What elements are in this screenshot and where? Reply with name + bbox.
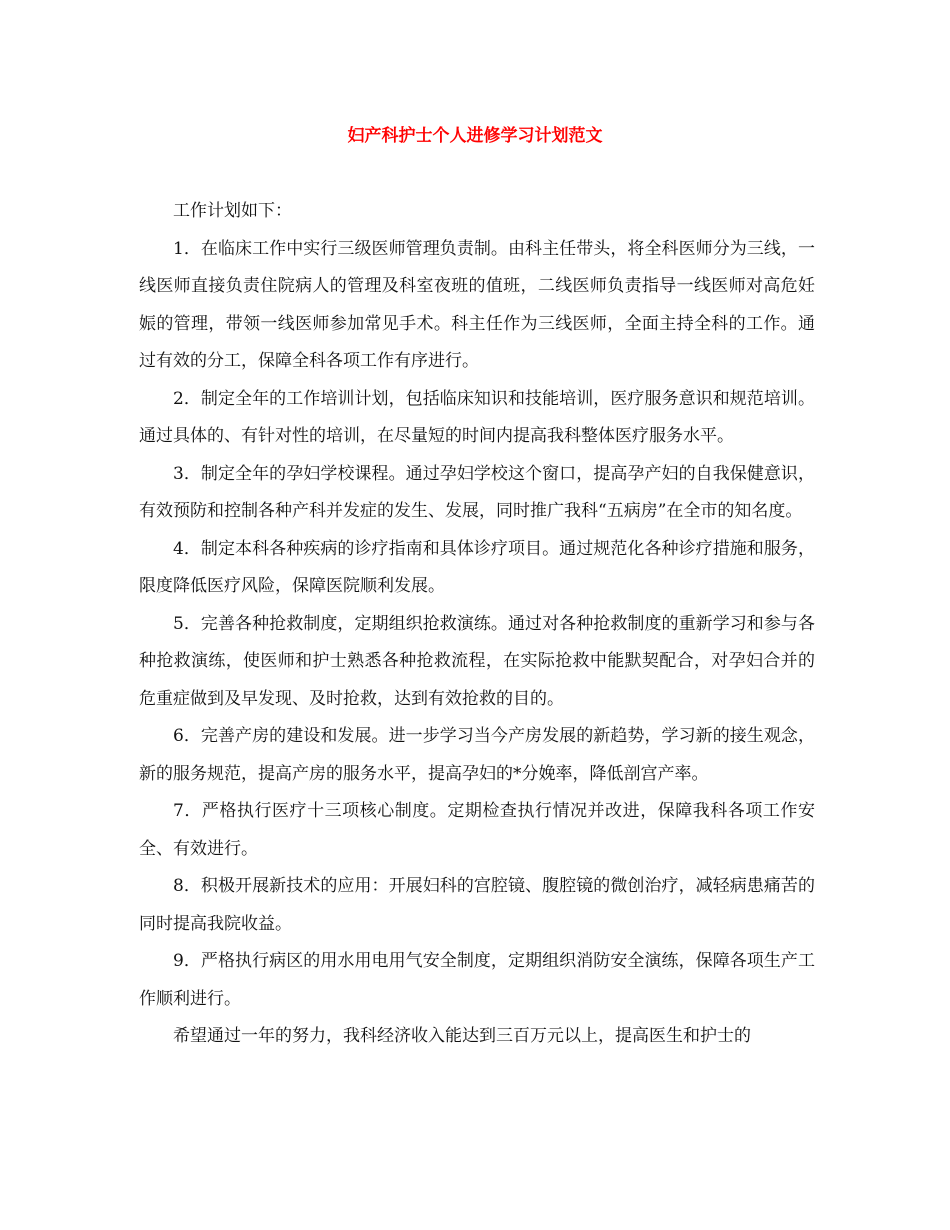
document-title: 妇产科护士个人进修学习计划范文 (347, 126, 603, 146)
document-body (139, 193, 815, 1056)
paragraph-item-1: 1．在临床工作中实行三级医师管理负责制。由科主任带头，将全科医师分为三线，一线医师直接负责住院病人的管理及科室夜班的值班，二线医师负责指导一线医师对高危妊娠的管理，带领一线医师参加常见手术。科主任作为三线医师，全面主持全科的工作。通过有效的分工，保障全科各项工作有序进行。 (139, 238, 815, 371)
paragraph-item-6: 6．完善产房的建设和发展。进一步学习当今产房发展的新趋势，学习新的接生观念，新的服务规范，提高产房的服务水平，提高孕妇的*分娩率，降低剖宫产率。 (139, 726, 815, 784)
paragraph-item-7: 7．严格执行医疗十三项核心制度。定期检查执行情况并改进，保障我科各项工作安全、有效进行。 (139, 801, 815, 859)
paragraph-item-2: 2．制定全年的工作培训计划，包括临床知识和技能培训，医疗服务意识和规范培训。通过具体的、有针对性的培训，在尽量短的时间内提高我科整体医疗服务水平。 (139, 388, 815, 446)
paragraph-item-8: 8．积极开展新技术的应用：开展妇科的宫腔镜、腹腔镜的微创治疗，减轻病患痛苦的同时提高我院收益。 (139, 876, 815, 934)
paragraph-item-3: 3．制定全年的孕妇学校课程。通过孕妇学校这个窗口，提高孕产妇的自我保健意识，有效预防和控制各种产科并发症的发生、发展，同时推广我科“五病房”在全市的知名度。 (139, 463, 815, 521)
paragraph-intro: 工作计划如下： (173, 201, 292, 221)
paragraph-item-4: 4．制定本科各种疾病的诊疗指南和具体诊疗项目。通过规范化各种诊疗措施和服务，限度降低医疗风险，保障医院顺利发展。 (139, 538, 815, 596)
paragraph-closing: 希望通过一年的努力，我科经济收入能达到三百万元以上，提高医生和护士的 (173, 1026, 751, 1046)
paragraph-item-9: 9．严格执行病区的用水用电用气安全制度，定期组织消防安全演练，保障各项生产工作顺利进行。 (139, 951, 815, 1009)
paragraph-item-5: 5．完善各种抢救制度，定期组织抢救演练。通过对各种抢救制度的重新学习和参与各种抢救演练，使医师和护士熟悉各种抢救流程，在实际抢救中能默契配合，对孕妇合并的危重症做到及早发现、及时抢救，达到有效抢救的目的。 (139, 613, 815, 709)
